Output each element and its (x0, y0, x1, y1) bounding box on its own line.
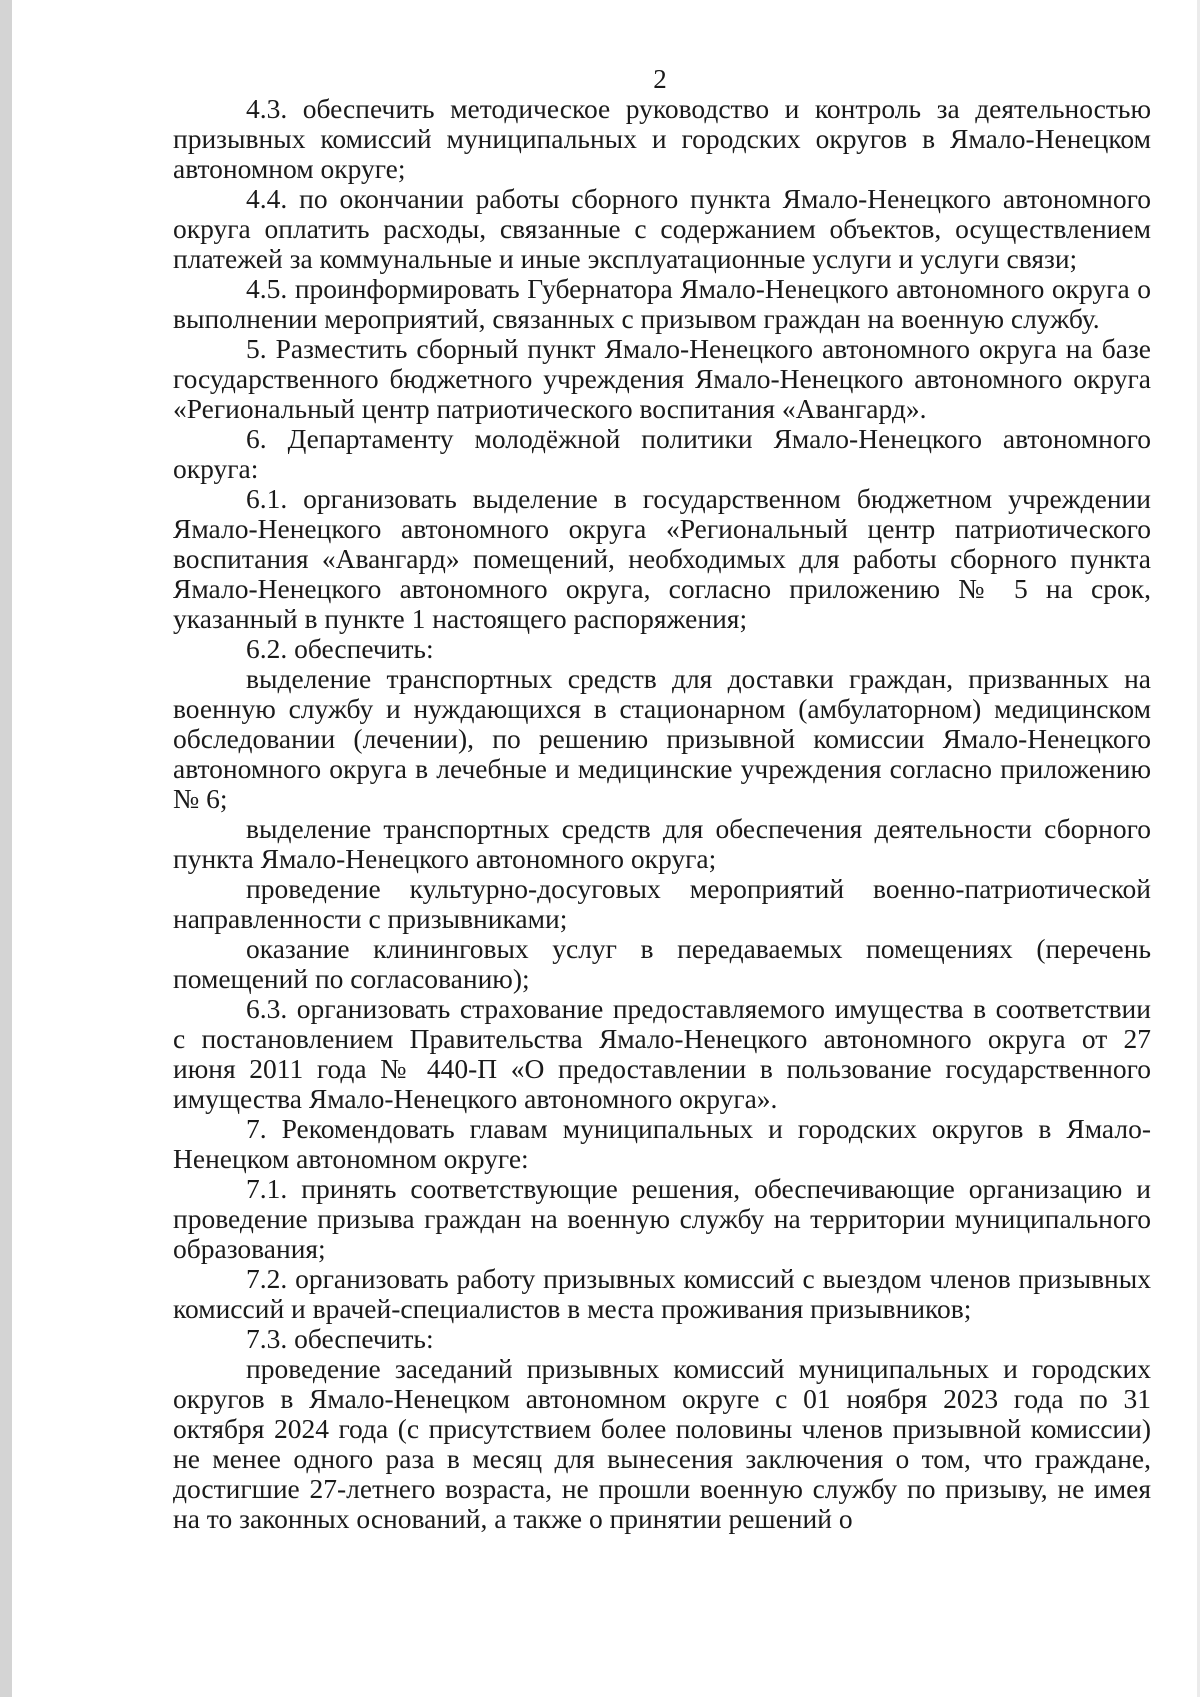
paragraph-6: 6. Департаменту молодёжной политики Ямало-Ненецкого автономного округа: (173, 423, 1151, 484)
paragraph-6-2-cleaning-services: оказание клининговых услуг в передаваемых помещениях (перечень помещений по согласованию); (173, 933, 1151, 994)
paragraph-4-4: 4.4. по окончании работы сборного пункта Ямало-Ненецкого автономного округа оплатить расходы, связанные с содержанием объектов, осуществлением платежей за коммунальные и иные эксплуатационные услуги и услуги связи; (173, 183, 1151, 274)
paragraph-7-3: 7.3. обеспечить: (246, 1323, 434, 1354)
paragraph-6-2-cultural-events: проведение культурно-досуговых мероприятий военно-патриотической направленности с призывниками; (173, 873, 1151, 934)
paragraph-6-3: 6.3. организовать страхование предоставляемого имущества в соответствии с постановлением Правительства Ямало-Ненецкого автономного округа от 27 июня 2011 года № 440-П «О предоставлении в пользование государственного имущества Ямало-Ненецкого автономного округа». (173, 993, 1151, 1114)
paragraph-6-2-transport-operations: выделение транспортных средств для обеспечения деятельности сборного пункта Ямало-Ненецкого автономного округа; (173, 813, 1151, 874)
paragraph-7-3-commission-meetings: проведение заседаний призывных комиссий муниципальных и городских округов в Ямало-Ненецком автономном округе с 01 ноября 2023 года по 31 октября 2024 года (с присутствием более половины членов призывной комиссии) не менее одного раза в месяц для вынесения заключения о том, что граждане, достигшие 27-летнего возраста, не прошли военную службу по призыву, не имея на то законных оснований, а также о принятии решений о (173, 1353, 1151, 1534)
page-number: 2 (653, 64, 667, 94)
scan-margin-left (0, 0, 12, 1697)
paragraph-5: 5. Разместить сборный пункт Ямало-Ненецкого автономного округа на базе государственного бюджетного учреждения Ямало-Ненецкого автономного округа «Региональный центр патриотического воспитания «Авангард». (173, 333, 1151, 424)
paragraph-7-2: 7.2. организовать работу призывных комиссий с выездом членов призывных комиссий и врачей-специалистов в места проживания призывников; (173, 1263, 1151, 1324)
document-body (173, 94, 1151, 1534)
paragraph-4-3: 4.3. обеспечить методическое руководство и контроль за деятельностью призывных комиссий муниципальных и городских округов в Ямало-Ненецком автономном округе; (173, 93, 1151, 184)
paragraph-4-5: 4.5. проинформировать Губернатора Ямало-Ненецкого автономного округа о выполнении мероприятий, связанных с призывом граждан на военную службу. (173, 273, 1151, 334)
paragraph-6-1: 6.1. организовать выделение в государственном бюджетном учреждении Ямало-Ненецкого автономного округа «Региональный центр патриотического воспитания «Авангард» помещений, необходимых для работы сборного пункта Ямало-Ненецкого автономного округа, согласно приложению № 5 на срок, указанный в пункте 1 настоящего распоряжения; (173, 483, 1151, 634)
paragraph-6-2: 6.2. обеспечить: (246, 633, 434, 664)
paragraph-7: 7. Рекомендовать главам муниципальных и городских округов в Ямало-Ненецком автономном округе: (173, 1113, 1151, 1174)
paragraph-7-1: 7.1. принять соответствующие решения, обеспечивающие организацию и проведение призыва граждан на военную службу на территории муниципального образования; (173, 1173, 1151, 1264)
paragraph-6-2-transport-delivery: выделение транспортных средств для доставки граждан, призванных на военную службу и нуждающихся в стационарном (амбулаторном) медицинском обследовании (лечении), по решению призывной комиссии Ямало-Ненецкого автономного округа в лечебные и медицинские учреждения согласно приложению № 6; (173, 663, 1151, 814)
